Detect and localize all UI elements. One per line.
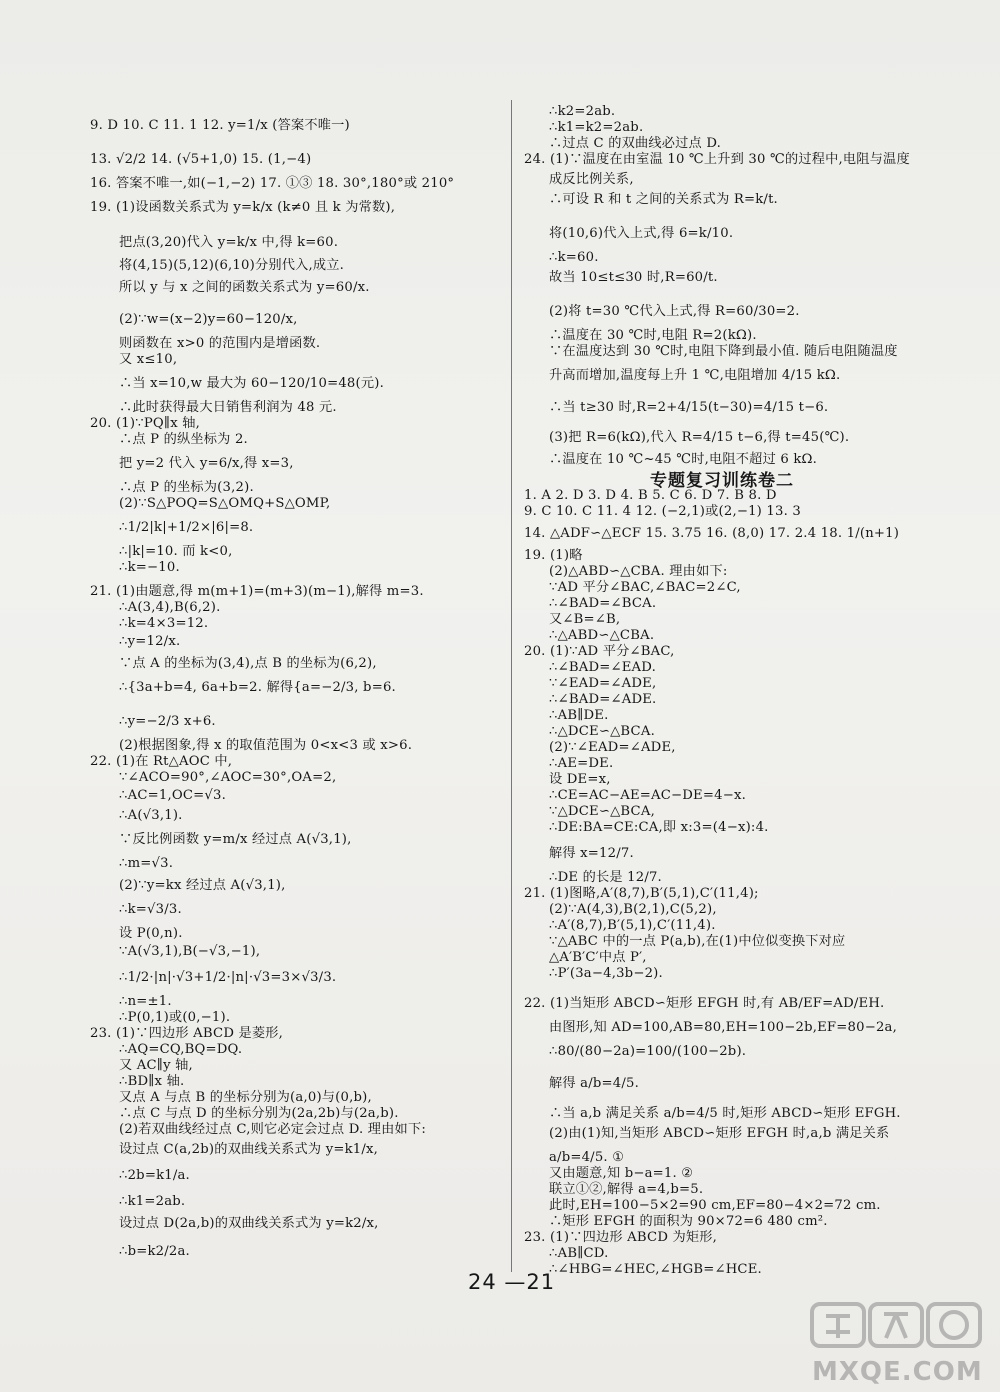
answer-line: 又 AC∥y 轴, <box>119 1058 193 1073</box>
answer-line: 又由题意,知 b−a=1. ② <box>549 1166 694 1181</box>
answer-line: 又∠B=∠B, <box>549 612 621 627</box>
answer-line: ∵∠ACO=90°,∠AOC=30°,OA=2, <box>119 770 337 785</box>
answer-line: ∴y=12/x. <box>119 634 181 649</box>
answer-line: 24. (1)∵温度在由室温 10 ℃上升到 30 ℃的过程中,电阻与温度 <box>524 152 910 167</box>
answer-line: ∵△ABC 中的一点 P(a,b),在(1)中位似变换下对应 <box>549 934 846 949</box>
answer-line: 解得 x=12/7. <box>549 846 634 861</box>
answer-line: a/b=4/5. ① <box>549 1150 625 1165</box>
answer-line: ∴1/2·|n|·√3+1/2·|n|·√3=3×√3/3. <box>119 970 337 985</box>
answer-line: ∴A′(8,7),B′(5,1),C′(11,4). <box>549 918 716 933</box>
answer-line: (2)∵w=(x−2)y=60−120/x, <box>119 312 298 327</box>
answer-line: (2)若双曲线经过点 C,则它必定会过点 D. 理由如下: <box>119 1122 426 1137</box>
answer-line: ∴△ABD∽△CBA. <box>549 628 655 643</box>
answer-line: ∴k1=k2=2ab. <box>549 120 644 135</box>
answer-line: ∴矩形 EFGH 的面积为 90×72=6 480 cm². <box>549 1214 828 1229</box>
answer-line: 又点 A 与点 B 的坐标分别为(a,0)与(0,b), <box>119 1090 372 1105</box>
answer-line: ∴点 C 与点 D 的坐标分别为(2a,2b)与(2a,b). <box>119 1106 399 1121</box>
answer-line: ∴80/(80−2a)=100/(100−2b). <box>549 1044 747 1059</box>
answer-line: 又 x≤10, <box>119 352 178 367</box>
answer-line: 设过点 D(2a,b)的双曲线关系式为 y=k2/x, <box>119 1216 379 1231</box>
answer-line: ∵∠EAD=∠ADE, <box>549 676 657 691</box>
answer-line: 把 y=2 代入 y=6/x,得 x=3, <box>119 456 294 471</box>
answer-line: 19. (1)设函数关系式为 y=k/x (k≠0 且 k 为常数), <box>90 200 396 215</box>
watermark-logo <box>808 1300 988 1386</box>
answer-line: 设 DE=x, <box>549 772 611 787</box>
answer-line: 设过点 C(a,2b)的双曲线关系式为 y=k1/x, <box>119 1142 379 1157</box>
answer-line: ∴k=4×3=12. <box>119 616 209 631</box>
answer-line: ∴AB∥DE. <box>549 708 609 723</box>
answer-line: ∴1/2|k|+1/2×|6|=8. <box>119 520 254 535</box>
answer-line: ∴k1=2ab. <box>119 1194 186 1209</box>
answer-line: 把点(3,20)代入 y=k/x 中,得 k=60. <box>119 235 339 250</box>
answer-line: (2)∵S△POQ=S△OMQ+S△OMP, <box>119 496 331 511</box>
answer-line: ∵AD 平分∠BAC,∠BAC=2∠C, <box>549 580 741 595</box>
answer-line: ∴当 a,b 满足关系 a/b=4/5 时,矩形 ABCD∽矩形 EFGH. <box>549 1106 901 1121</box>
answer-line: ∴BD∥x 轴. <box>119 1074 185 1089</box>
answer-line: ∴可设 R 和 t 之间的关系式为 R=k/t. <box>549 192 778 207</box>
answer-line: 21. (1)由题意,得 m(m+1)=(m+3)(m−1),解得 m=3. <box>90 584 424 599</box>
answer-line: 成反比例关系, <box>549 172 634 187</box>
answer-line: ∴DE 的长是 12/7. <box>549 870 662 885</box>
answer-line: ∴CE=AC−AE=AC−DE=4−x. <box>549 788 747 803</box>
answer-line: 1. A 2. D 3. D 4. B 5. C 6. D 7. B 8. D <box>524 488 777 503</box>
right-column <box>510 0 1000 1392</box>
answer-line: ∴b=k2/2a. <box>119 1244 190 1259</box>
answer-line: ∴温度在 10 ℃~45 ℃时,电阻不超过 6 kΩ. <box>549 452 818 467</box>
answer-line: 14. △ADF∽△ECF 15. 3.75 16. (8,0) 17. 2.4 18. 1/(n+1) <box>524 526 900 541</box>
answer-line: 设 P(0,n). <box>119 926 183 941</box>
answer-line: ∴y=−2/3 x+6. <box>119 714 216 729</box>
answer-line: (2)∵∠EAD=∠ADE, <box>549 740 676 755</box>
answer-line: (2)∵y=kx 经过点 A(√3,1), <box>119 878 286 893</box>
answer-line: 16. 答案不唯一,如(−1,−2) 17. ①③ 18. 30°,180°或 210° <box>90 176 455 191</box>
answer-line: ∴AQ=CQ,BQ=DQ. <box>119 1042 243 1057</box>
answer-line: 解得 a/b=4/5. <box>549 1076 639 1091</box>
answer-line: (2)将 t=30 ℃代入上式,得 R=60/30=2. <box>549 304 800 319</box>
answer-line: △A′B′C′中点 P′, <box>549 950 647 965</box>
answer-line: 23. (1)∵四边形 ABCD 为矩形, <box>524 1230 718 1245</box>
answer-line: 此时,EH=100−5×2=90 cm,EF=80−4×2=72 cm. <box>549 1198 881 1213</box>
answer-line: 22. (1)在 Rt△AOC 中, <box>90 754 233 769</box>
answer-line: ∵反比例函数 y=m/x 经过点 A(√3,1), <box>119 832 352 847</box>
answer-line: (3)把 R=6(kΩ),代入 R=4/15 t−6,得 t=45(℃). <box>549 430 850 445</box>
answer-line: 由图形,知 AD=100,AB=80,EH=100−2b,EF=80−2a, <box>549 1020 898 1035</box>
answer-line: ∴k=√3/3. <box>119 902 182 917</box>
answer-line: ∴∠HBG=∠HEC,∠HGB=∠HCE. <box>549 1262 762 1277</box>
answer-line: ∵A(√3,1),B(−√3,−1), <box>119 944 261 959</box>
answer-line: 则函数在 x>0 的范围内是增函数. <box>119 336 321 351</box>
answer-line: ∴AE=DE. <box>549 756 614 771</box>
page-number: 24 —21 <box>468 1270 556 1294</box>
answer-line: ∴k2=2ab. <box>549 104 616 119</box>
answer-line: 13. √2/2 14. (√5+1,0) 15. (1,−4) <box>90 152 312 167</box>
answer-line: ∴2b=k1/a. <box>119 1168 190 1183</box>
answer-line: 9. D 10. C 11. 1 12. y=1/x (答案不唯一) <box>90 118 350 133</box>
answer-line: ∴A(3,4),B(6,2). <box>119 600 221 615</box>
answer-line: 19. (1)略 <box>524 548 583 563</box>
answer-line: 所以 y 与 x 之间的函数关系式为 y=60/x. <box>119 280 370 295</box>
answer-line: ∴∠BAD=∠BCA. <box>549 596 657 611</box>
answer-line: (2)∵A(4,3),B(2,1),C(5,2), <box>549 902 717 917</box>
answer-line: ∴m=√3. <box>119 856 174 871</box>
answer-line: ∴n=±1. <box>119 994 172 1009</box>
answer-line: 22. (1)当矩形 ABCD∽矩形 EFGH 时,有 AB/EF=AD/EH. <box>524 996 885 1011</box>
answer-line: (2)根据图象,得 x 的取值范围为 0<x<3 或 x>6. <box>119 738 413 753</box>
answer-line: ∴k=60. <box>549 250 599 265</box>
answer-line: ∴P′(3a−4,3b−2). <box>549 966 663 981</box>
answer-line: 21. (1)图略,A′(8,7),B′(5,1),C′(11,4); <box>524 886 759 901</box>
answer-line: ∴DE:BA=CE:CA,即 x:3=(4−x):4. <box>549 820 769 835</box>
answer-line: ∴点 P 的纵坐标为 2. <box>119 432 248 447</box>
answer-line: 20. (1)∵PQ∥x 轴, <box>90 416 201 431</box>
answer-line: 故当 10≤t≤30 时,R=60/t. <box>549 270 718 285</box>
answer-line: ∴∠BAD=∠ADE. <box>549 692 657 707</box>
answer-line: 20. (1)∵AD 平分∠BAC, <box>524 644 675 659</box>
answer-line: ∴{3a+b=4, 6a+b=2. 解得{a=−2/3, b=6. <box>119 680 396 695</box>
answer-line: ∴过点 C 的双曲线必过点 D. <box>549 136 722 151</box>
answer-line: ∴当 x=10,w 最大为 60−120/10=48(元). <box>119 376 384 391</box>
section-title: 专题复习训练卷二 <box>650 471 794 491</box>
answer-line: ∵点 A 的坐标为(3,4),点 B 的坐标为(6,2), <box>119 656 377 671</box>
answer-line: 9. C 10. C 11. 4 12. (−2,1)或(2,−1) 13. 3 <box>524 504 801 519</box>
answer-line: ∴当 t≥30 时,R=2+4/15(t−30)=4/15 t−6. <box>549 400 829 415</box>
answer-line: ∴|k|=10. 而 k<0, <box>119 544 233 559</box>
answer-line: ∴温度在 30 ℃时,电阻 R=2(kΩ). <box>549 328 757 343</box>
answer-line: (2)△ABD∽△CBA. 理由如下: <box>549 564 728 579</box>
answer-line: ∴AC=1,OC=√3. <box>119 788 226 803</box>
answer-line: 将(10,6)代入上式,得 6=k/10. <box>549 226 734 241</box>
answer-line: 升高而增加,温度每上升 1 ℃,电阻增加 4/15 kΩ. <box>549 368 841 383</box>
svg-text:MXQE.COM: MXQE.COM <box>812 1357 983 1386</box>
answer-line: (2)由(1)知,当矩形 ABCD∽矩形 EFGH 时,a,b 满足关系 <box>549 1126 890 1141</box>
answer-line: ∴k=−10. <box>119 560 180 575</box>
answer-line: ∴此时获得最大日销售利润为 48 元. <box>119 400 337 415</box>
answer-line: ∵在温度达到 30 ℃时,电阻下降到最小值. 随后电阻随温度 <box>549 344 898 359</box>
answer-line: 将(4,15)(5,12)(6,10)分别代入,成立. <box>119 258 345 273</box>
answer-line: 联立①②,解得 a=4,b=5. <box>549 1182 704 1197</box>
answer-line: ∵△DCE∽△BCA, <box>549 804 655 819</box>
answer-line: ∴A(√3,1). <box>119 808 183 823</box>
answer-line: ∴∠BAD=∠EAD. <box>549 660 656 675</box>
answer-line: ∴AB∥CD. <box>549 1246 609 1261</box>
answer-line: ∴点 P 的坐标为(3,2). <box>119 480 254 495</box>
answer-line: 23. (1)∵四边形 ABCD 是菱形, <box>90 1026 284 1041</box>
answer-line: ∴△DCE∽△BCA. <box>549 724 655 739</box>
answer-line: ∴P(0,1)或(0,−1). <box>119 1010 231 1025</box>
